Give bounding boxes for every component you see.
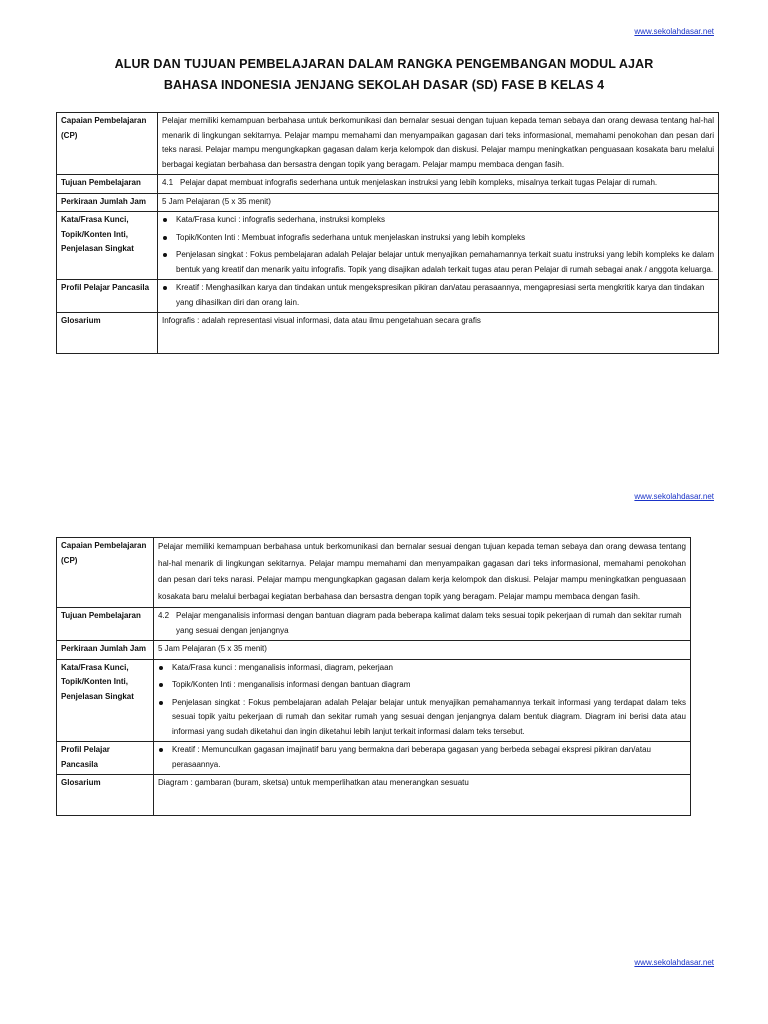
tp-number: 4.2: [158, 611, 170, 620]
table-row-tp: [57, 608, 691, 641]
list-item: Penjelasan singkat : Fokus pembelajaran adalah Pelajar belajar untuk menyajikan pemahamannya terkait suatu instruksi yang lebih kompleks ke dalam bentuk yang kreatif dan menarik yaitu infografis. Topik yang disajikan adalah terkait tugas atau peran Pelajar di rumah sebagai anak / anggota keluarga.: [162, 248, 714, 277]
kata-list: [158, 661, 686, 740]
website-link-bottom[interactable]: www.sekolahdasar.net: [634, 958, 714, 967]
jam-label: Perkiraan Jumlah Jam: [57, 193, 158, 212]
list-item: Topik/Konten Inti : Membuat infografis sederhana untuk menjelaskan instruksi yang lebih kompleks: [162, 231, 714, 246]
tp-cell: [158, 175, 719, 194]
page-title: [0, 54, 768, 96]
tp-cell: [154, 608, 691, 641]
tp-text: Pelajar menganalisis informasi dengan bantuan diagram pada beberapa kalimat dalam teks sesuai topik pekerjaan di rumah dan sekitar rumah yang sesuai dengan jenjangnya: [176, 611, 682, 635]
learning-objective-table-2: [56, 537, 691, 816]
tp-label: Tujuan Pembelajaran: [57, 175, 158, 194]
website-link-top[interactable]: www.sekolahdasar.net: [634, 27, 714, 36]
jam-label: Perkiraan Jumlah Jam: [57, 641, 154, 660]
title-line-1: ALUR DAN TUJUAN PEMBELAJARAN DALAM RANGKA PENGEMBANGAN MODUL AJAR: [114, 57, 654, 71]
glosarium-label: Glosarium: [57, 313, 158, 354]
glosarium-label: Glosarium: [57, 775, 154, 816]
table-row-kata: [57, 659, 691, 742]
kata-label: Kata/Frasa Kunci, Topik/Konten Inti, Penjelasan Singkat: [57, 212, 158, 280]
list-item: Kreatif : Menghasilkan karya dan tindakan untuk mengekspresikan pikiran dan/atau perasaannya, mengapresiasi serta mengkritik karya dan tindakan yang dihasilkan diri dan orang lain.: [162, 281, 714, 310]
bullet-icon: [159, 666, 163, 670]
table-row-jam: [57, 641, 691, 660]
bullet-icon: [163, 253, 167, 257]
table-row-kata: [57, 212, 719, 280]
table-row-cp: [57, 538, 691, 608]
tp-label: Tujuan Pembelajaran: [57, 608, 154, 641]
profil-label: Profil Pelajar Pancasila: [57, 280, 158, 313]
list-item: Kata/Frasa kunci : menganalisis informasi, diagram, pekerjaan: [158, 661, 686, 676]
tp-text: Pelajar dapat membuat infografis sederhana untuk menjelaskan instruksi yang lebih kompleks, misalnya terkait tugas Pelajar di rumah.: [180, 178, 658, 187]
profil-label: Profil Pelajar Pancasila: [57, 742, 154, 775]
tp-number: 4.1: [162, 178, 174, 187]
table-row-jam: [57, 193, 719, 212]
table-row-profil: [57, 742, 691, 775]
kata-cell: [154, 659, 691, 742]
title-line-2: BAHASA INDONESIA JENJANG SEKOLAH DASAR (SD) FASE B KELAS 4: [163, 78, 605, 92]
profil-cell: [158, 280, 719, 313]
cp-text: Pelajar memiliki kemampuan berbahasa untuk berkomunikasi dan bernalar sesuai dengan tujuan kepada teman sebaya dan orang dewasa tentang hal-hal menarik di lingkungan sekitarnya. Pelajar mampu memahami dan menyampaikan gagasan dari teks informasional, memahami penokohan dan pesan dari teks narasi. Pelajar mampu mengungkapkan gagasan dalam kerja kelompok dan diskusi. Pelajar mampu meningkatkan penguasaan kosakata baru melalui berbagai kegiatan berbahasa dan bersastra dengan topik yang beragam. Pelajar mampu membaca dengan fasih.: [154, 538, 691, 608]
table-row-glosarium: [57, 775, 691, 816]
table-row-cp: [57, 113, 719, 175]
table-row-glosarium: [57, 313, 719, 354]
cp-text: Pelajar memiliki kemampuan berbahasa untuk berkomunikasi dan bernalar sesuai dengan tujuan kepada teman sebaya dan orang dewasa tentang hal-hal menarik di lingkungan sekitarnya. Pelajar mampu memahami dan menyampaikan gagasan dari teks informasional, memahami penokohan dan pesan dari teks narasi. Pelajar mampu mengungkapkan gagasan dalam kerja kelompok dan diskusi. Pelajar mampu meningkatkan penguasaan kosakata baru melalui berbagai kegiatan berbahasa dan bersastra dengan topik yang beragam. Pelajar mampu membaca dengan fasih.: [158, 113, 719, 175]
profil-list: [162, 281, 714, 310]
bullet-icon: [159, 701, 163, 705]
jam-text: 5 Jam Pelajaran (5 x 35 menit): [158, 193, 719, 212]
cp-label: Capaian Pembelajaran (CP): [57, 538, 154, 608]
profil-list: [158, 743, 686, 772]
kata-label: Kata/Frasa Kunci, Topik/Konten Inti, Penjelasan Singkat: [57, 659, 154, 742]
learning-objective-table-1: [56, 112, 719, 354]
table-row-tp: [57, 175, 719, 194]
kata-list: [162, 213, 714, 277]
glosarium-text: Infografis : adalah representasi visual informasi, data atau ilmu pengetahuan secara grafis: [158, 313, 719, 354]
list-item: Penjelasan singkat : Fokus pembelajaran adalah Pelajar belajar untuk menyajikan pemahamannya terkait informasi yang terdapat dalam teks sesuai topik yaitu pekerjaan di rumah dan sekitar rumah yang sesuai dengan jenjangnya dalam bentuk diagram. Diagram ini berisi data atau informasi yang sudah diketahui dan ingin diketahui lebih lanjut terkait informasi dalam teks tersebut.: [158, 696, 686, 740]
list-item: Topik/Konten Inti : menganalisis informasi dengan bantuan diagram: [158, 678, 686, 693]
website-link-middle[interactable]: www.sekolahdasar.net: [634, 492, 714, 501]
bullet-icon: [159, 683, 163, 687]
bullet-icon: [163, 218, 167, 222]
list-item: Kata/Frasa kunci : infografis sederhana, instruksi kompleks: [162, 213, 714, 228]
kata-cell: [158, 212, 719, 280]
table-row-profil: [57, 280, 719, 313]
bullet-icon: [163, 286, 167, 290]
cp-label: Capaian Pembelajaran (CP): [57, 113, 158, 175]
list-item: Kreatif : Memunculkan gagasan imajinatif baru yang bermakna dari beberapa gagasan yang berbeda sebagai ekspresi pikiran dan/atau perasaannya.: [158, 743, 686, 772]
bullet-icon: [163, 236, 167, 240]
bullet-icon: [159, 748, 163, 752]
glosarium-text: Diagram : gambaran (buram, sketsa) untuk memperlihatkan atau menerangkan sesuatu: [154, 775, 691, 816]
profil-cell: [154, 742, 691, 775]
jam-text: 5 Jam Pelajaran (5 x 35 menit): [154, 641, 691, 660]
